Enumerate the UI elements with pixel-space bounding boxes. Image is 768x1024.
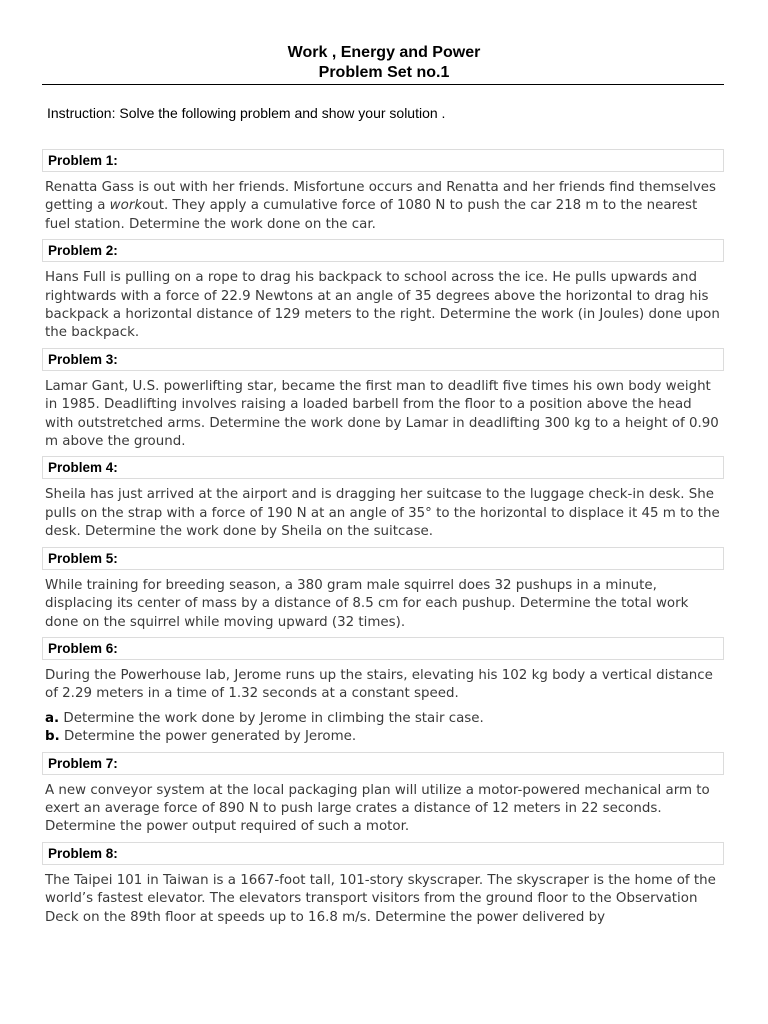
document-title: Work , Energy and Power — [287, 44, 481, 61]
problem-body — [42, 570, 724, 637]
problem-2 — [42, 239, 724, 348]
problem-header: Problem 2: — [42, 239, 724, 262]
problem-8 — [42, 842, 724, 932]
sub-question-letter: a. — [45, 710, 60, 726]
problem-header: Problem 4: — [42, 456, 724, 479]
problem-body — [42, 660, 724, 752]
problem-6 — [42, 637, 724, 752]
problem-header: Problem 1: — [42, 149, 724, 172]
sub-question-letter: b. — [45, 729, 60, 745]
problem-text: While training for breeding season, a 380 gram male squirrel does 32 pushups in a minute, displacing its center of mass by a distance of 8.5 cm for each pushup. Determine the total work done on the squirrel while moving upward (32 times). — [45, 577, 689, 630]
problem-text: During the Powerhouse lab, Jerome runs up the stairs, elevating his 102 kg body a vertical distance of 2.29 meters in a time of 1.32 seconds at a constant speed. — [45, 667, 713, 702]
sub-question — [45, 710, 721, 728]
problem-header: Problem 8: — [42, 842, 724, 865]
italic-word: work — [109, 198, 143, 214]
problem-text: Lamar Gant, U.S. powerlifting star, became the first man to deadlift five times his own body weight in 1985. Deadlifting involves raising a loaded barbell from the floor to a position above the head with outstretched arms. Determine the work done by Lamar in deadlifting 300 kg to a height of 0.90 m above the ground. — [45, 378, 719, 450]
problem-body — [42, 371, 724, 457]
instruction-text: Instruction: Solve the following problem and show your solution . — [47, 105, 446, 121]
problem-text — [45, 179, 721, 234]
problem-header: Problem 3: — [42, 348, 724, 371]
problem-body — [42, 865, 724, 932]
problem-text-part: out. They apply a cumulative force of 1080 N to push the car 218 m to the nearest fuel station. Determine the work done on the car. — [45, 198, 698, 232]
problem-text: Sheila has just arrived at the airport and is dragging her suitcase to the luggage check-in desk. She pulls on the strap with a force of 190 N at an angle of 35° to the horizontal to displace it 45 m to the desk. Determine the work done by Sheila on the suitcase. — [45, 487, 720, 540]
problem-text-part: Renatta Gass is out with her friends. Misfortune occurs and Renatta and her friends find themselves getting a — [45, 180, 717, 214]
document-header — [0, 43, 768, 83]
problem-body — [42, 262, 724, 348]
problem-body — [42, 775, 724, 842]
document-subtitle: Problem Set no.1 — [318, 64, 450, 81]
sub-question-text: Determine the power generated by Jerome. — [63, 729, 357, 745]
sub-question-text: Determine the work done by Jerome in climbing the stair case. — [63, 710, 484, 726]
problem-4 — [42, 456, 724, 546]
problem-text: A new conveyor system at the local packaging plan will utilize a motor-powered mechanical arm to exert an average force of 890 N to push large crates a distance of 12 meters in 22 seconds. Determine the power output required of such a motor. — [45, 782, 710, 835]
problem-body — [42, 479, 724, 546]
header-divider — [42, 84, 724, 85]
problem-body — [42, 172, 724, 239]
problem-5 — [42, 547, 724, 637]
sub-question — [45, 728, 721, 746]
problem-text: Hans Full is pulling on a rope to drag his backpack to school across the ice. He pulls upwards and rightwards with a force of 22.9 Newtons at an angle of 35 degrees above the horizontal to drag his backpack a horizontal distance of 129 meters to the right. Determine the work (in Joules) done upon the backpack. — [45, 270, 720, 341]
problem-1 — [42, 149, 724, 239]
problem-3 — [42, 348, 724, 457]
sub-question-list — [45, 710, 721, 747]
problem-text: The Taipei 101 in Taiwan is a 1667-foot tall, 101-story skyscraper. The skyscraper is the home of the world’s fastest elevator. The elevators transport visitors from the ground floor to the Observation Deck on the 89th floor at speeds up to 16.8 m/s. Determine the power delivered by — [45, 872, 716, 925]
problem-header: Problem 5: — [42, 547, 724, 570]
problem-list — [42, 149, 724, 932]
problem-7 — [42, 752, 724, 842]
problem-header: Problem 6: — [42, 637, 724, 660]
problem-header: Problem 7: — [42, 752, 724, 775]
